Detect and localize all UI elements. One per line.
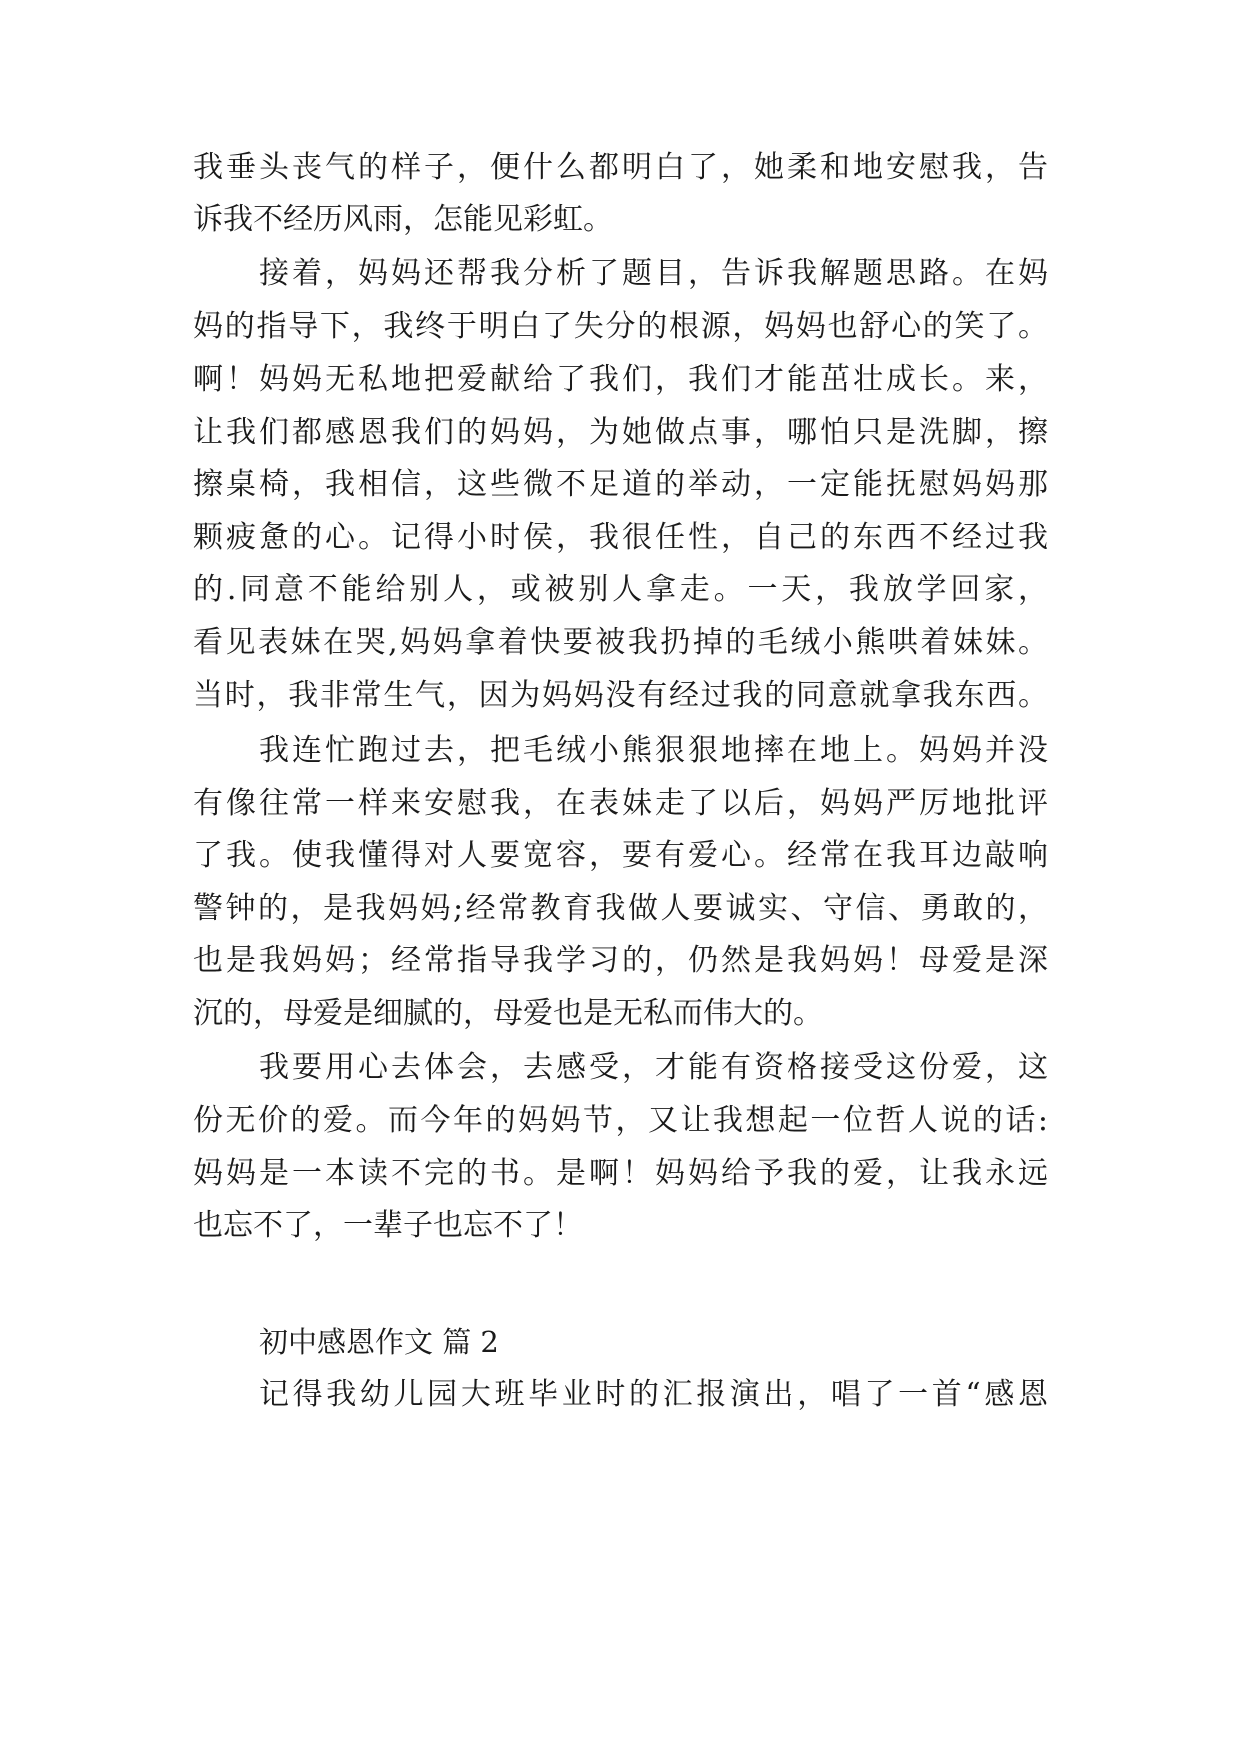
text-line: 记得我幼儿园大班毕业时的汇报演出，唱了一首“感恩 xyxy=(259,1377,1048,1412)
text-line: 妈妈是一本读不完的书。是啊！妈妈给予我的爱，让我永远 xyxy=(193,1156,1048,1191)
text-line: 妈的指导下，我终于明白了失分的根源，妈妈也舒心的笑了。 xyxy=(193,309,1048,344)
text-line: 颗疲惫的心。记得小时侯，我很任性，自己的东西不经过我 xyxy=(193,520,1048,555)
text-line: 沉的，母爱是细腻的，母爱也是无私而伟大的。 xyxy=(193,996,823,1031)
text-line: 接着，妈妈还帮我分析了题目，告诉我解题思路。在妈 xyxy=(259,256,1048,291)
text-line: 的.同意不能给别人，或被别人拿走。一天，我放学回家， xyxy=(193,572,1048,607)
section-heading: 初中感恩作文 篇 2 xyxy=(259,1325,499,1359)
text-line: 看见表妹在哭,妈妈拿着快要被我扔掉的毛绒小熊哄着妹妹。 xyxy=(193,625,1048,660)
text-line: 擦桌椅，我相信，这些微不足道的举动，一定能抚慰妈妈那 xyxy=(193,467,1048,502)
text-line: 当时，我非常生气，因为妈妈没有经过我的同意就拿我东西。 xyxy=(193,678,1048,713)
text-line: 也忘不了，一辈子也忘不了！ xyxy=(193,1208,583,1243)
text-line: 也是我妈妈；经常指导我学习的，仍然是我妈妈！母爱是深 xyxy=(193,943,1048,978)
text-line: 啊！妈妈无私地把爱献给了我们，我们才能茁壮成长。来， xyxy=(193,362,1048,397)
text-line: 让我们都感恩我们的妈妈，为她做点事，哪怕只是洗脚，擦 xyxy=(193,415,1048,450)
text-line: 了我。使我懂得对人要宽容，要有爱心。经常在我耳边敲响 xyxy=(193,838,1048,873)
text-line: 我垂头丧气的样子，便什么都明白了，她柔和地安慰我，告 xyxy=(193,150,1048,185)
text-line: 我连忙跑过去，把毛绒小熊狠狠地摔在地上。妈妈并没 xyxy=(259,733,1048,768)
text-line: 警钟的，是我妈妈;经常教育我做人要诚实、守信、勇敢的， xyxy=(193,891,1048,926)
text-line: 份无价的爱。而今年的妈妈节，又让我想起一位哲人说的话: xyxy=(193,1103,1048,1138)
text-line: 有像往常一样来安慰我，在表妹走了以后，妈妈严厉地批评 xyxy=(193,786,1048,821)
text-line: 诉我不经历风雨，怎能见彩虹。 xyxy=(193,202,613,237)
text-line: 我要用心去体会，去感受，才能有资格接受这份爱，这 xyxy=(259,1050,1048,1085)
